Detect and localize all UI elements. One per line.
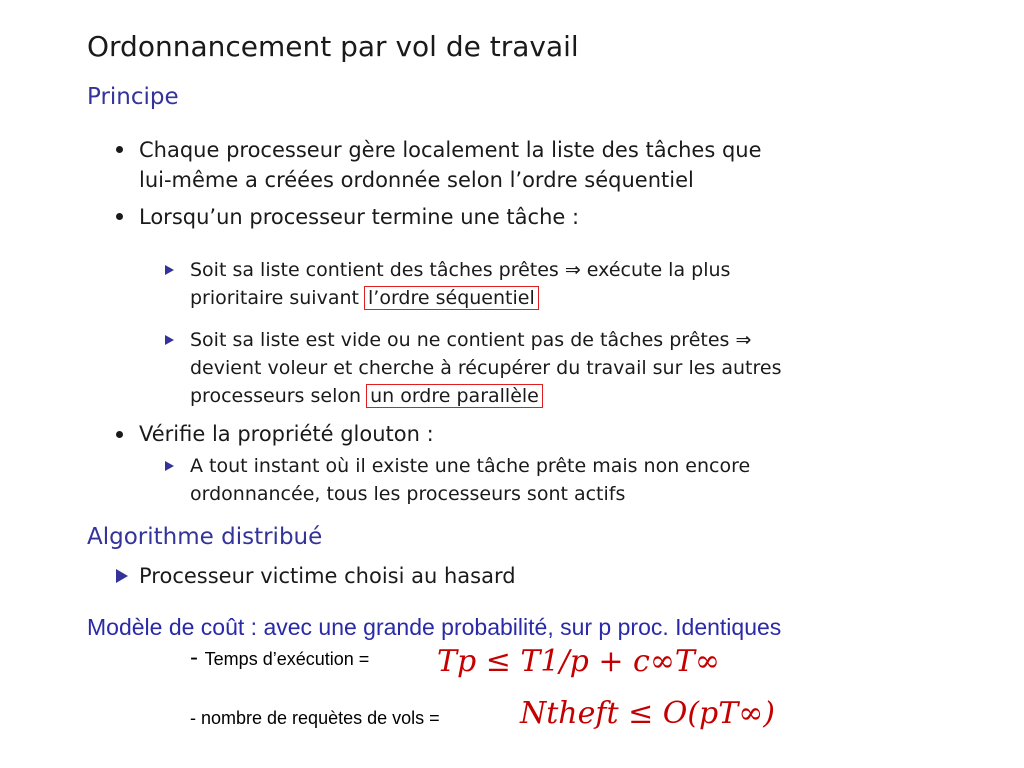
dash: -	[190, 708, 201, 728]
subbullet-text	[190, 284, 539, 312]
cost-model-heading: Modèle de coût : avec une grande probabilité, sur p proc. Identiques	[87, 614, 782, 640]
bullet-text: Lorsqu’un processeur termine une tâche :	[139, 205, 580, 229]
section-heading-principe: Principe	[87, 84, 179, 110]
subbullet-text: Soit sa liste contient des tâches prêtes ⇒ exécute la plus	[190, 259, 731, 281]
bullet-text: lui-même a créées ordonnée selon l’ordre séquentiel	[139, 168, 694, 192]
cost-line-steal-requests	[190, 708, 440, 729]
highlight-box-parallel-order: un ordre parallèle	[366, 384, 543, 408]
subbullet-triangle-icon	[165, 335, 174, 345]
subbullet-text-part: processeurs selon	[190, 385, 368, 407]
highlight-box-sequential-order: l’ordre séquentiel	[364, 286, 539, 310]
bullet-dot	[116, 431, 123, 438]
list-triangle-icon	[116, 569, 128, 583]
cost-label: nombre de requètes de vols =	[201, 708, 440, 728]
formula-execution-time	[437, 644, 720, 679]
subbullet-text: Soit sa liste est vide ou ne contient pas de tâches prêtes ⇒	[190, 329, 752, 351]
bullet-dot	[116, 146, 123, 153]
bullet-text: Chaque processeur gère localement la liste des tâches que	[139, 138, 762, 162]
section-heading-algorithme: Algorithme distribué	[87, 524, 323, 550]
slide-title: Ordonnancement par vol de travail	[87, 30, 579, 63]
algo-item-text: Processeur victime choisi au hasard	[139, 564, 516, 588]
subbullet-text: devient voleur et cherche à récupérer du travail sur les autres	[190, 357, 782, 379]
subbullet-triangle-icon	[165, 265, 174, 275]
cost-line-execution-time	[190, 644, 369, 672]
formula-steal-requests	[520, 696, 775, 731]
subbullet-text-part: prioritaire suivant	[190, 287, 365, 309]
subbullet-text	[190, 382, 543, 410]
subbullet-text: A tout instant où il existe une tâche prête mais non encore	[190, 455, 751, 477]
formula-text: Ntheft ≤ O(pT∞)	[520, 696, 775, 731]
subbullet-text: ordonnancée, tous les processeurs sont actifs	[190, 483, 626, 505]
cost-label: Temps d’exécution =	[204, 649, 370, 669]
subbullet-triangle-icon	[165, 461, 174, 471]
dash: -	[190, 644, 205, 671]
bullet-text: Vérifie la propriété glouton :	[139, 422, 434, 446]
bullet-dot	[116, 213, 123, 220]
formula-text: Tp ≤ T1/p + c∞T∞	[437, 644, 720, 679]
